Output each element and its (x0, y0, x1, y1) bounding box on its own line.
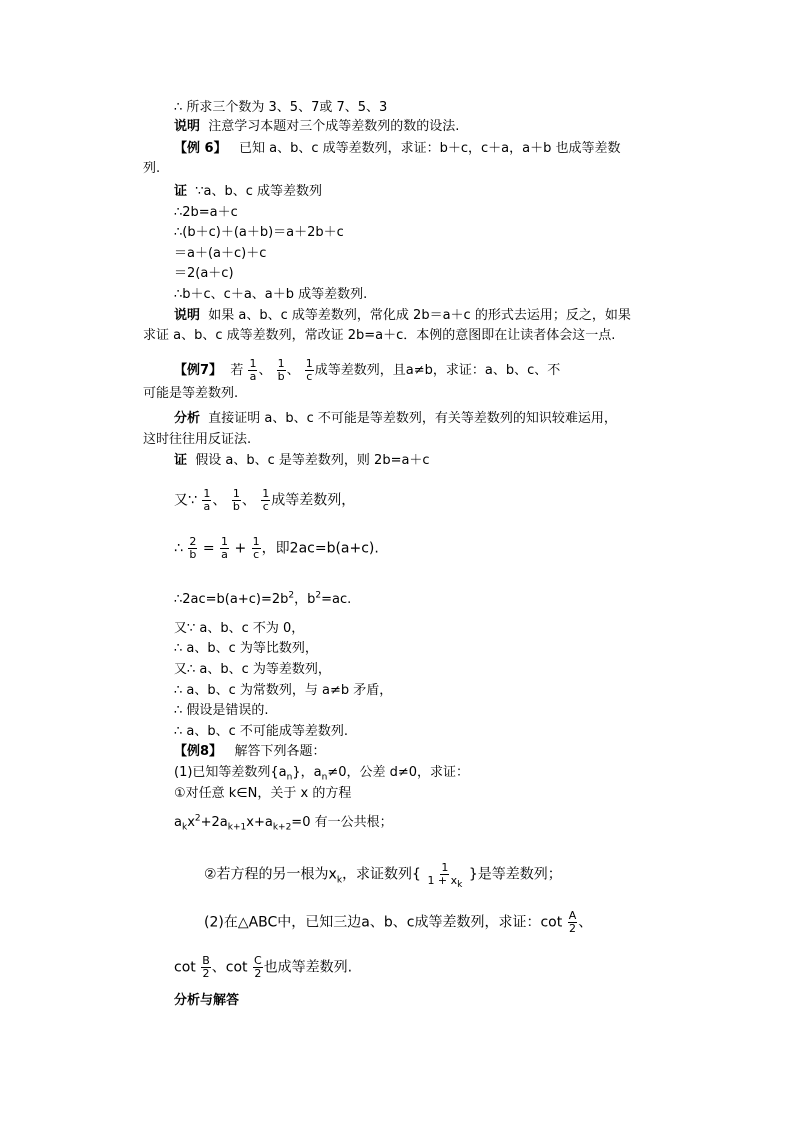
superscript: 2 (315, 590, 322, 601)
subscript: n (286, 772, 293, 783)
numerator: 1 (249, 357, 257, 370)
line-proof-step-equation (174, 536, 379, 561)
separator: 、 (258, 363, 272, 378)
plus: + (234, 540, 247, 557)
text: ∴b＋c、c＋a、a＋b 成等差数列. (174, 287, 368, 302)
text: ∴2b=a＋c (174, 205, 238, 220)
text: a (174, 815, 182, 830)
numerator: 1 (221, 535, 229, 548)
line-note-2 (174, 307, 631, 325)
denominator: a (249, 370, 257, 383)
numerator: 2 (189, 535, 197, 548)
fraction-1-over-b (277, 358, 286, 383)
text: x+a (246, 815, 273, 830)
text: ，b (294, 592, 316, 607)
text: ，即2ac=b(a+c). (261, 540, 379, 557)
line-step (174, 265, 234, 283)
text: 注意学习本题对三个成等差数列的数的设法. (208, 119, 460, 134)
line-proof-step (174, 682, 392, 700)
line-step (174, 204, 238, 222)
numerator: A (568, 909, 577, 922)
text: ∴ a、b、c 为常数列，与 a≠b 矛盾， (174, 683, 393, 698)
text: ①对任意 k∈N，关于 x 的方程 (174, 786, 352, 801)
text: 假设 a、b、c 是等差数列，则 2b=a＋c (195, 453, 430, 468)
line-proof-step (174, 591, 351, 609)
numerator: 1 (277, 357, 285, 370)
line-note-1 (174, 118, 459, 136)
numerator: 1 (252, 535, 260, 548)
fraction-1-over-a (220, 536, 229, 561)
superscript: 2 (288, 590, 295, 601)
fraction-1-over-a (248, 358, 257, 383)
text: ②若方程的另一根为x (204, 866, 337, 883)
line-step (174, 286, 367, 304)
text: ∴2ac=b(a+c)=2b (174, 592, 289, 607)
text: ∴(b＋c)＋(a＋b)＝a＋2b＋c (174, 225, 344, 240)
subscript: k (457, 880, 463, 891)
line-proof-step (174, 640, 318, 658)
text: (2)在△ABC中，已知三边a、b、c成等差数列，求证：cot (204, 914, 563, 931)
text: 又∴ a、b、c 为等差数列， (174, 662, 331, 677)
text: 可能是等差数列. (143, 386, 239, 401)
text: +2a (200, 815, 228, 830)
separator: 、 (286, 363, 300, 378)
subscript: k (336, 875, 343, 886)
example-label: 【例7】 (174, 363, 223, 378)
text: =0 有一公共根； (291, 815, 393, 830)
denominator: c (306, 370, 313, 383)
text: ＝2(a＋c) (174, 266, 234, 281)
text: (1)已知等差数列{a (174, 765, 287, 780)
text: ∴ (174, 540, 183, 557)
text: 又∵ (174, 492, 197, 509)
text: x (187, 815, 195, 830)
fraction-1-over-b (232, 488, 241, 513)
fraction-2-over-b (188, 536, 197, 561)
subscript: n (321, 772, 328, 783)
line-conclusion (174, 99, 387, 117)
numerator: 1 (441, 861, 449, 874)
denominator: b (277, 370, 285, 383)
fraction-A-over-2 (568, 910, 578, 935)
numerator: 1 (203, 487, 211, 500)
line-note-2-cont (143, 327, 615, 345)
text: 已知 a、b、c 成等差数列，求证：b＋c，c＋a，a＋b 也成等差数 (238, 141, 621, 156)
line-proof-6 (174, 183, 322, 201)
fraction-1-over-a (202, 488, 211, 513)
denominator: b (232, 500, 240, 513)
line-part-1-item-1 (174, 785, 351, 803)
line-analysis-7 (174, 410, 617, 428)
line-step (174, 245, 266, 263)
line-step (174, 224, 344, 242)
denominator: a (203, 500, 211, 513)
fraction-1-over-c (252, 536, 261, 561)
subscript: k (181, 822, 188, 833)
note-label: 说明 (174, 119, 201, 134)
text: }是等差数列； (468, 866, 562, 883)
text: 如果 a、b、c 成等差数列，常化成 2b＝a＋c 的形式去运用；反之，如果 (208, 308, 631, 323)
denominator: a (221, 548, 228, 561)
denominator: c (253, 548, 260, 561)
text: ∴ 所求三个数为 3、5、7或 7、5、3 (174, 100, 388, 115)
line-proof-step-fractions (174, 488, 355, 513)
line-part-1-item-2 (204, 861, 562, 891)
numerator: 1 (305, 357, 313, 370)
proof-label: 证 (174, 453, 188, 468)
subscript: k+2 (272, 822, 292, 833)
line-part-1 (174, 764, 469, 782)
text: 又∵ a、b、c 不为 0， (174, 621, 305, 636)
text: 、cot (211, 959, 248, 976)
text: }，a (292, 765, 322, 780)
line-equation (174, 814, 393, 832)
text: 1 + x (427, 874, 458, 887)
fraction-C-over-2 (253, 955, 263, 980)
text: =ac. (321, 592, 352, 607)
example-label: 【例8】 (174, 744, 223, 759)
fraction-1-over-c (305, 358, 314, 383)
line-example-6-cont (143, 160, 160, 178)
line-analysis-7-cont (143, 431, 251, 449)
text: ，求证数列{ (342, 866, 421, 883)
text: 求证 a、b、c 成等差数列，常改证 2b=a＋c．本例的意图即在让读者体会这一点. (143, 328, 616, 343)
separator: 、 (241, 492, 256, 509)
text: 也成等差数列. (263, 959, 353, 976)
example-label: 【例 6】 (174, 141, 227, 156)
text: ≠0，公差 d≠0，求证： (327, 765, 470, 780)
text: ∴ a、b、c 不可能成等差数列. (174, 724, 349, 739)
separator: 、 (212, 492, 227, 509)
text: 若 (230, 363, 244, 378)
line-proof-step (174, 723, 348, 741)
superscript: 2 (194, 813, 201, 824)
text: 列. (143, 161, 161, 176)
line-example-7 (174, 358, 560, 383)
text: ∴ a、b、c 为等比数列， (174, 641, 318, 656)
proof-label: 证 (174, 184, 188, 199)
denominator: 2 (568, 922, 576, 935)
line-example-7-cont (143, 385, 238, 403)
text: 这时往往用反证法. (143, 432, 252, 447)
denominator: b (189, 548, 197, 561)
line-proof-7 (174, 452, 430, 470)
fraction-B-over-2 (201, 955, 211, 980)
fraction-1-over-1-plus-xk (426, 861, 463, 891)
line-example-8 (174, 743, 325, 761)
numerator: B (202, 954, 210, 967)
denominator (426, 874, 463, 891)
denominator: 2 (254, 967, 262, 980)
numerator: 1 (232, 487, 240, 500)
text: cot (174, 959, 196, 976)
text: 成等差数列，且a≠b，求证：a、b、c、不 (314, 363, 561, 378)
note-label: 说明 (174, 308, 201, 323)
line-proof-step (174, 620, 304, 638)
line-proof-step (174, 702, 269, 720)
line-analysis-answer (174, 992, 239, 1010)
denominator: c (262, 500, 269, 513)
text: ＝a＋(a＋c)＋c (174, 246, 267, 261)
section-heading: 分析与解答 (174, 993, 240, 1008)
text: ∴ 假设是错误的. (174, 703, 269, 718)
text: 、 (578, 914, 593, 931)
numerator: 1 (262, 487, 270, 500)
equals: = (202, 540, 215, 557)
text: 解答下列各题： (234, 744, 326, 759)
line-part-2-cont (174, 955, 352, 980)
line-part-2 (204, 910, 592, 935)
numerator: C (253, 954, 262, 967)
line-proof-step (174, 661, 331, 679)
text: 直接证明 a、b、c 不可能是等差数列，有关等差数列的知识较难运用， (208, 411, 617, 426)
text: ∵a、b、c 成等差数列 (195, 184, 323, 199)
text: 成等差数列， (271, 492, 356, 509)
analysis-label: 分析 (174, 411, 201, 426)
line-example-6 (174, 140, 620, 158)
subscript: k+1 (227, 822, 247, 833)
fraction-1-over-c (261, 488, 270, 513)
denominator: 2 (202, 967, 210, 980)
